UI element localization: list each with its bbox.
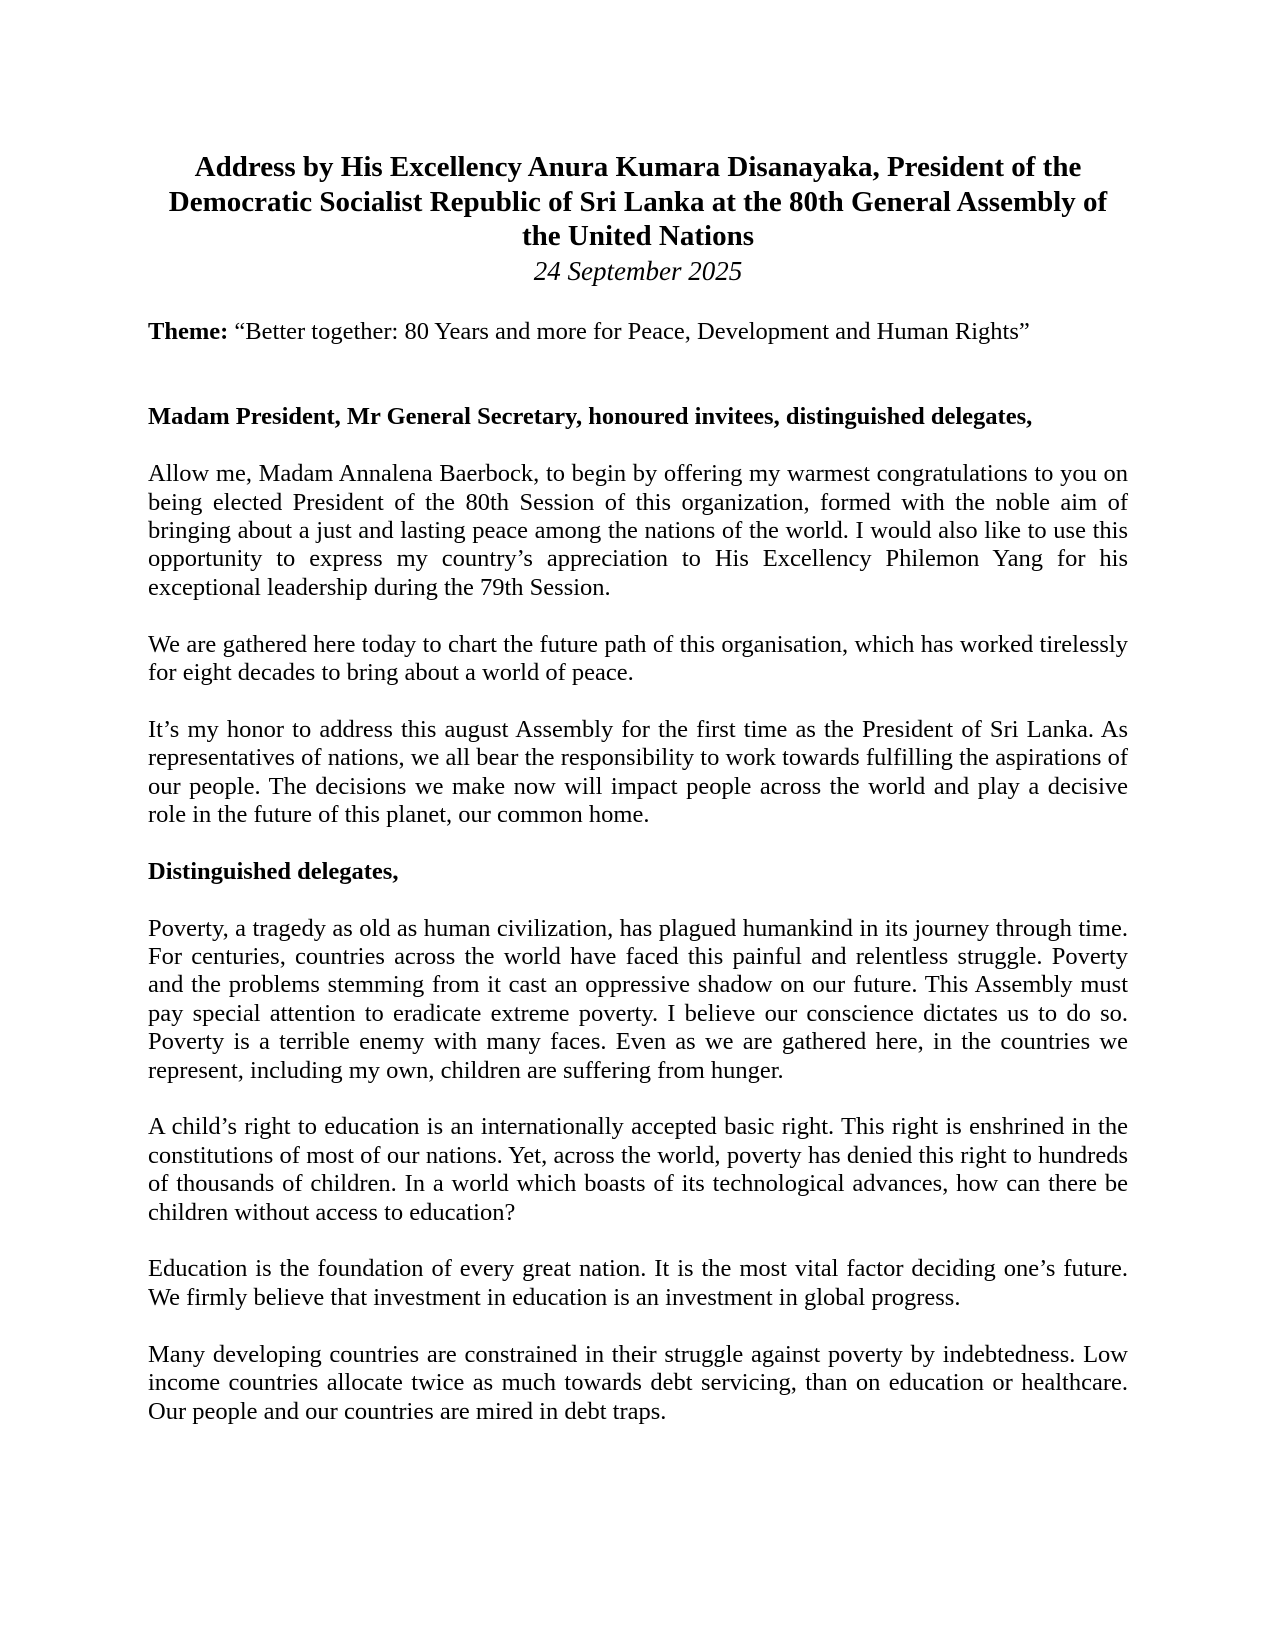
document-date: 24 September 2025 <box>533 255 743 286</box>
salutation: Madam President, Mr General Secretary, honoured invitees, distinguished delegates, <box>148 403 1033 431</box>
document-content <box>148 150 1128 1426</box>
paragraph-6: Education is the foundation of every great nation. It is the most vital factor deciding one’s future. We firmly believe that investment in education is an investment in global progress. <box>148 1255 1128 1311</box>
theme-line <box>148 318 1128 346</box>
document-title-line-3: the United Nations <box>521 220 754 252</box>
paragraph-3: It’s my honor to address this august Assembly for the first time as the President of Sri Lanka. As representatives of nations, we all bear the responsibility to work towards fulfilling the aspirations of our people. The decisions we make now will impact people across the world and play a decisive role in the future of this planet, our common home. <box>148 715 1128 829</box>
theme-label: Theme: <box>148 318 229 345</box>
paragraph-7: Many developing countries are constrained in their struggle against poverty by indebtedness. Low income countries allocate twice as much towards debt servicing, than on education or healthcare. Our people and our countries are mired in debt traps. <box>148 1340 1128 1425</box>
paragraph-5: A child’s right to education is an internationally accepted basic right. This right is enshrined in the constitutions of most of our nations. Yet, across the world, poverty has denied this right to hundreds of thousands of children. In a world which boasts of its technological advances, how can there be children without access to education? <box>148 1113 1128 1226</box>
document-title-line-2: Democratic Socialist Republic of Sri Lanka at the 80th General Assembly of <box>168 185 1108 218</box>
paragraph-1: Allow me, Madam Annalena Baerbock, to begin by offering my warmest congratulations to you on being elected President of the 80th Session of this organization, formed with the noble aim of bringing about a just and lasting peace among the nations of the world. I would also like to use this opportunity to express my country’s appreciation to His Excellency Philemon Yang for his exceptional leadership during the 79th Session. <box>148 460 1128 601</box>
theme-text: “Better together: 80 Years and more for Peace, Development and Human Rights” <box>228 318 1030 345</box>
section-heading: Distinguished delegates, <box>148 857 399 885</box>
document-title-line-1: Address by His Excellency Anura Kumara Disanayaka, President of the <box>194 151 1082 183</box>
paragraph-2: We are gathered here today to chart the future path of this organisation, which has worked tirelessly for eight decades to bring about a world of peace. <box>148 630 1128 687</box>
paragraph-4: Poverty, a tragedy as old as human civilization, has plagued humankind in its journey through time. For centuries, countries across the world have faced this painful and relentless struggle. Poverty and the problems stemming from it cast an oppressive shadow on our future. This Assembly must pay special attention to eradicate extreme poverty. I believe our conscience dictates us to do so. Poverty is a terrible enemy with many faces. Even as we are gathered here, in the countries we represent, including my own, children are suffering from hunger. <box>148 914 1128 1084</box>
document-title <box>148 150 1128 254</box>
